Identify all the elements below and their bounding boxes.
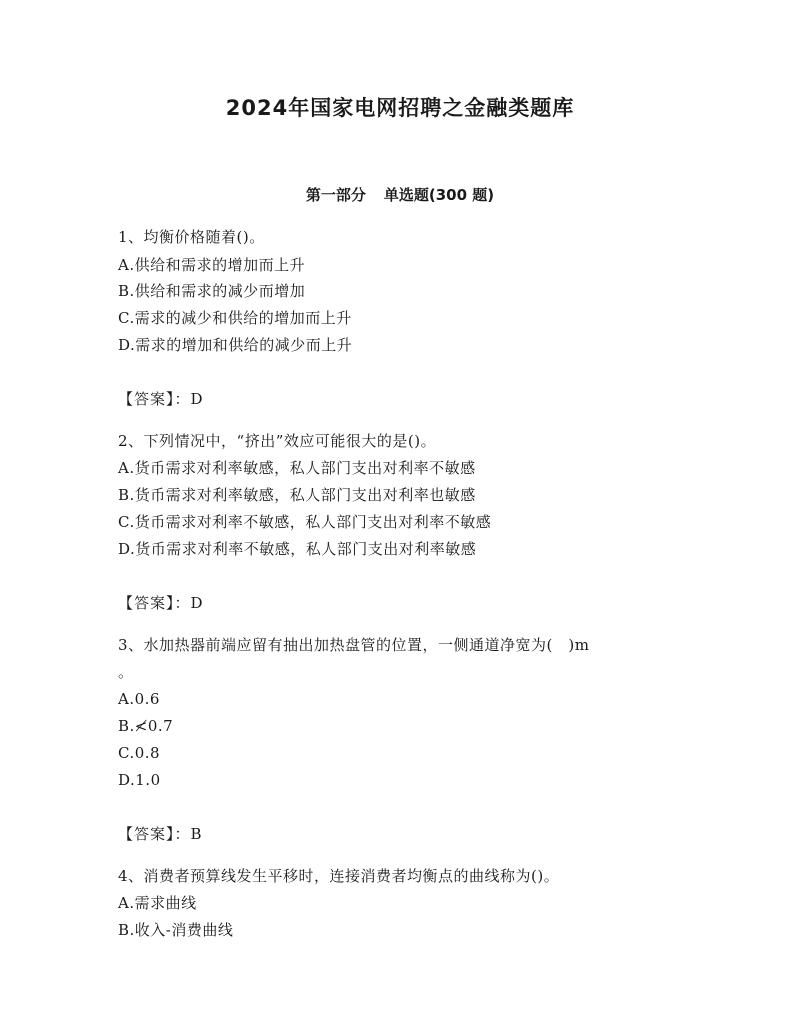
question-option: B.收入-消费曲线 xyxy=(118,921,234,939)
question-option: B.供给和需求的减少而增加 xyxy=(118,282,306,300)
question-stem: 1、均衡价格随着()。 xyxy=(118,228,265,246)
question-option: C.0.8 xyxy=(118,744,161,762)
question-option: B.≮0.7 xyxy=(118,717,174,735)
question-option: B.货币需求对利率敏感，私人部门支出对利率也敏感 xyxy=(118,486,476,504)
question-stem: 4、消费者预算线发生平移时，连接消费者均衡点的曲线称为()。 xyxy=(118,867,560,885)
answer-line xyxy=(118,824,202,844)
answer-value: B xyxy=(190,825,203,843)
section-name: 单选题(300 题) xyxy=(383,186,495,204)
answer-line xyxy=(118,389,203,409)
answer-value: D xyxy=(190,390,204,408)
question-option: A.0.6 xyxy=(118,690,160,708)
question-option: D.需求的增加和供给的减少而上升 xyxy=(118,336,353,354)
section-heading xyxy=(0,184,800,205)
answer-label: 【答案】： xyxy=(118,825,191,843)
question-option: C.货币需求对利率不敏感，私人部门支出对利率不敏感 xyxy=(118,513,492,531)
question-stem: 3、水加热器前端应留有抽出加热盘管的位置，一侧通道净宽为( )m xyxy=(118,636,590,654)
document-title: 2024年国家电网招聘之金融类题库 xyxy=(225,96,575,120)
question-option: A.供给和需求的增加而上升 xyxy=(118,256,306,274)
question-stem: 2、下列情况中，“挤出”效应可能很大的是()。 xyxy=(118,432,437,450)
question-option: A.需求曲线 xyxy=(118,894,197,912)
answer-label: 【答案】： xyxy=(118,594,191,612)
answer-line xyxy=(118,593,203,613)
question-option: D.1.0 xyxy=(118,771,161,789)
question-option: C.需求的减少和供给的增加而上升 xyxy=(118,309,352,327)
answer-value: D xyxy=(190,594,204,612)
question-option: A.货币需求对利率敏感，私人部门支出对利率不敏感 xyxy=(118,459,476,477)
question-stem-continuation: 。 xyxy=(118,663,134,681)
section-part: 第一部分 xyxy=(305,186,366,204)
answer-label: 【答案】： xyxy=(118,390,191,408)
question-option: D.货币需求对利率不敏感，私人部门支出对利率敏感 xyxy=(118,540,477,558)
